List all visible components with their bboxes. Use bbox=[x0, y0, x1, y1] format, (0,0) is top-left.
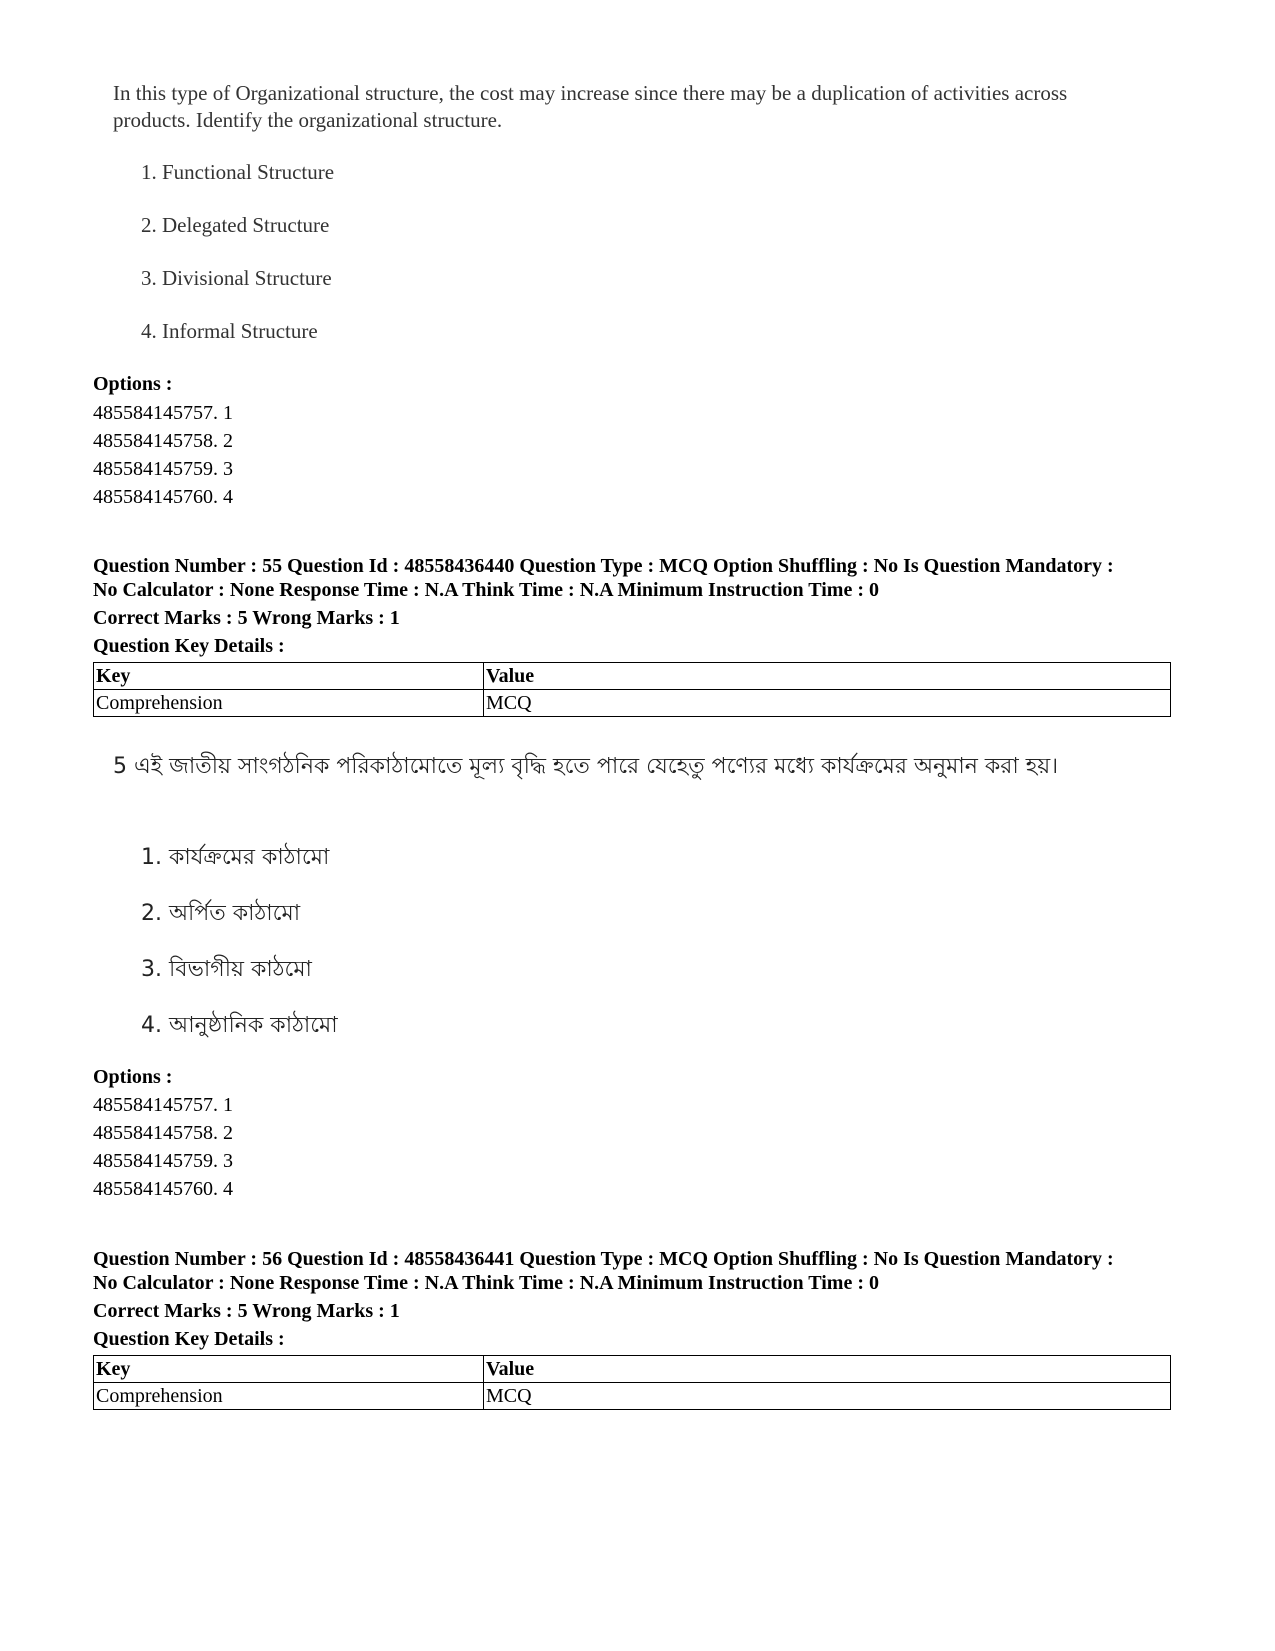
key-details-table bbox=[93, 1355, 1171, 1410]
marks-line: Correct Marks : 5 Wrong Marks : 1 bbox=[93, 1300, 400, 1322]
marks-line: Correct Marks : 5 Wrong Marks : 1 bbox=[93, 607, 400, 629]
table-header-value: Value bbox=[484, 663, 1171, 690]
table-row bbox=[94, 690, 1171, 717]
choice-item: 1. কার্যক্রমের কাঠামো bbox=[141, 845, 330, 870]
table-header-key: Key bbox=[94, 663, 484, 690]
option-line: 485584145760. 4 bbox=[93, 1178, 233, 1200]
choice-item: 2. অর্পিত কাঠামো bbox=[141, 901, 301, 926]
table-header-key: Key bbox=[94, 1356, 484, 1383]
table-header-row bbox=[94, 1356, 1171, 1383]
choice-item: 2. Delegated Structure bbox=[141, 213, 330, 237]
table-cell-value: MCQ bbox=[484, 690, 1171, 717]
question-meta-line1: Question Number : 55 Question Id : 48558436440 Question Type : MCQ Option Shuffling : No Is Question Mandatory : bbox=[93, 555, 1114, 577]
choice-item: 4. Informal Structure bbox=[141, 319, 318, 343]
key-details-title: Question Key Details : bbox=[93, 1328, 285, 1350]
option-line: 485584145758. 2 bbox=[93, 430, 233, 452]
key-details-title: Question Key Details : bbox=[93, 635, 285, 657]
options-title: Options : bbox=[93, 1066, 173, 1088]
question-image-bengali bbox=[113, 752, 1123, 1038]
choice-item: 3. বিভাগীয় কাঠমো bbox=[141, 957, 312, 982]
option-line: 485584145757. 1 bbox=[93, 402, 233, 424]
table-header-row bbox=[94, 663, 1171, 690]
table-cell-key: Comprehension bbox=[94, 690, 484, 717]
choice-item: 1. Functional Structure bbox=[141, 160, 335, 184]
option-line: 485584145757. 1 bbox=[93, 1094, 233, 1116]
table-cell-key: Comprehension bbox=[94, 1383, 484, 1410]
table-header-value: Value bbox=[484, 1356, 1171, 1383]
question-stem: In this type of Organizational structure, the cost may increase since there may be a duplication of activities across products. Identify the organizational structure. bbox=[113, 81, 1068, 132]
question-meta-line2: No Calculator : None Response Time : N.A Think Time : N.A Minimum Instruction Time : 0 bbox=[93, 1272, 879, 1294]
option-line: 485584145759. 3 bbox=[93, 1150, 233, 1172]
option-line: 485584145759. 3 bbox=[93, 458, 233, 480]
choice-item: 4. আনুষ্ঠানিক কাঠামো bbox=[141, 1013, 338, 1038]
option-line: 485584145758. 2 bbox=[93, 1122, 233, 1144]
option-line: 485584145760. 4 bbox=[93, 486, 233, 508]
options-title: Options : bbox=[93, 373, 173, 395]
table-row bbox=[94, 1383, 1171, 1410]
question-image-english bbox=[113, 80, 1123, 343]
choice-item: 3. Divisional Structure bbox=[141, 266, 332, 290]
question-meta-line1: Question Number : 56 Question Id : 48558436441 Question Type : MCQ Option Shuffling : No Is Question Mandatory : bbox=[93, 1248, 1114, 1270]
question-meta-line2: No Calculator : None Response Time : N.A Think Time : N.A Minimum Instruction Time : 0 bbox=[93, 579, 879, 601]
question-stem-bengali: 5 এই জাতীয় সাংগঠনিক পরিকাঠামোতে মূল্য বৃদ্ধি হতে পারে যেহেতু পণ্যের মধ্যে কার্যক্রমের অনুমান করা হয়। bbox=[113, 754, 1059, 779]
key-details-table bbox=[93, 662, 1171, 717]
table-cell-value: MCQ bbox=[484, 1383, 1171, 1410]
